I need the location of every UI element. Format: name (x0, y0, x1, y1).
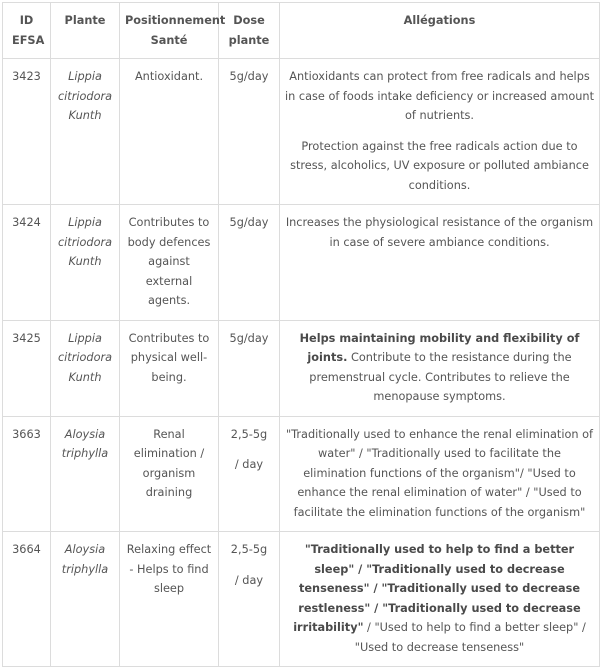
claim-paragraph (285, 425, 594, 523)
cell-positioning: Contributes to physical well-being. (120, 320, 219, 416)
cell-plant: Lippia citriodora Kunth (51, 205, 120, 321)
claim-paragraph (285, 540, 594, 657)
header-dose: Dose plante (219, 3, 280, 59)
cell-id-efsa: 3425 (3, 320, 51, 416)
table-row (3, 320, 600, 416)
header-positioning: Positionnement Santé (120, 3, 219, 59)
cell-id-efsa: 3424 (3, 205, 51, 321)
dose-line: / day (234, 573, 264, 587)
header-id-efsa: ID EFSA (3, 3, 51, 59)
table-row (3, 205, 600, 321)
claim-text-bold: Helps maintaining mobility and flexibility of joints. (299, 331, 580, 364)
table-row (3, 532, 600, 667)
dose-line: 5g/day (229, 70, 269, 83)
cell-positioning: Contributes to body defences against external agents. (120, 205, 219, 321)
header-claims: Allégations (280, 3, 600, 59)
cell-claims (280, 59, 600, 205)
header-row (3, 3, 600, 59)
claim-text: Contribute to the resistance during the premenstrual cycle. Contributes to relieve the menopause symptoms. (309, 351, 572, 403)
cell-dose (219, 416, 280, 532)
cell-claims (280, 205, 600, 321)
efsa-claims-table (2, 2, 600, 667)
cell-claims (280, 320, 600, 416)
cell-plant: Lippia citriodora Kunth (51, 320, 120, 416)
claim-text: Protection against the free radicals action due to stress, alcoholics, UV exposure or polluted ambiance conditions. (290, 139, 589, 192)
claim-paragraph (285, 137, 594, 196)
dose-line: 2,5-5g (230, 427, 268, 441)
cell-dose (219, 532, 280, 667)
claim-text-bold: "Traditionally used to help to find a better sleep" / "Traditionally used to decrease tenseness" / "Traditionally used to decrease restleness" / "Traditionally used to decrease irritability" (293, 543, 581, 634)
dose-line: 5g/day (229, 331, 269, 345)
cell-id-efsa: 3664 (3, 532, 51, 667)
cell-claims (280, 416, 600, 532)
cell-positioning: Antioxidant. (120, 59, 219, 205)
claim-paragraph (285, 67, 594, 126)
cell-plant: Aloysia triphylla (51, 532, 120, 667)
cell-positioning: Relaxing effect - Helps to find sleep (120, 532, 219, 667)
table-header (3, 3, 600, 59)
claim-text: Increases the physiological resistance of the organism in case of severe ambiance conditions. (285, 216, 594, 249)
claim-text: "Traditionally used to enhance the renal elimination of water" / "Traditionally used to facilitate the elimination functions of the organism"/ "Used to enhance the renal elimination of water" / "Used to facilitate the elimination functions of the organism" (285, 427, 594, 519)
cell-plant: Aloysia triphylla (51, 416, 120, 532)
claim-text: / "Used to help to find a better sleep" / "Used to decrease tenseness" (354, 621, 586, 654)
claim-text: Antioxidants can protect from free radicals and helps in case of foods intake deficiency or increased amount of nutrients. (285, 70, 595, 122)
dose-line: 5g/day (229, 216, 269, 229)
cell-id-efsa: 3423 (3, 59, 51, 205)
cell-plant: Lippia citriodora Kunth (51, 59, 120, 205)
table-row (3, 59, 600, 205)
table-body (3, 59, 600, 667)
cell-id-efsa: 3663 (3, 416, 51, 532)
dose-line: 2,5-5g (230, 543, 268, 556)
table-row (3, 416, 600, 532)
cell-dose (219, 59, 280, 205)
dose-line: / day (234, 458, 264, 471)
header-plant: Plante (51, 3, 120, 59)
claim-paragraph (285, 329, 594, 407)
cell-dose (219, 320, 280, 416)
cell-dose (219, 205, 280, 321)
cell-positioning: Renal elimination / organism draining (120, 416, 219, 532)
claim-paragraph (285, 213, 594, 252)
cell-claims (280, 532, 600, 667)
